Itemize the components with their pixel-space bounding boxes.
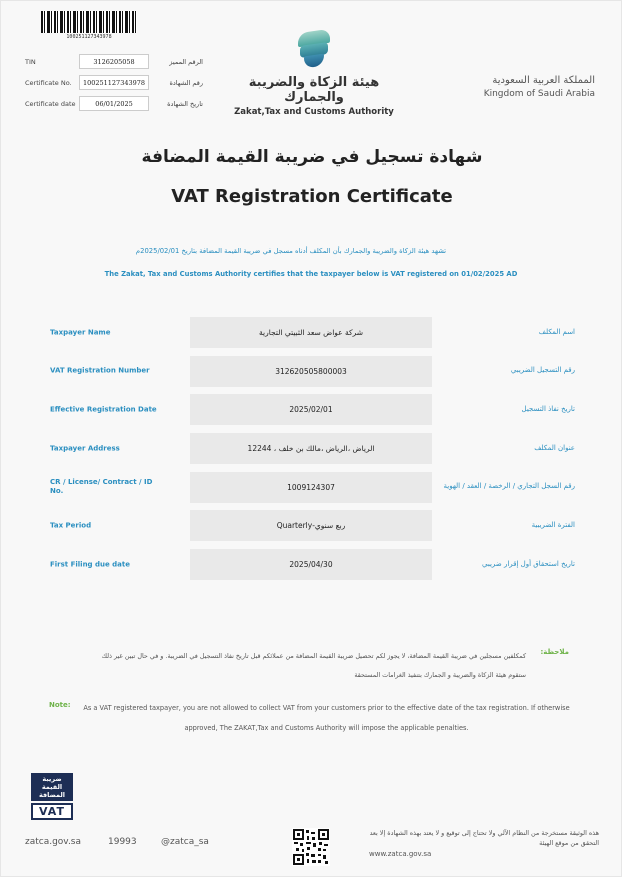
- authority-name-ar: هيئة الزكاة والضريبة والجمارك: [248, 75, 380, 105]
- meta-label-en: Certificate No.: [25, 78, 72, 87]
- field-taxpayer-name: [47, 317, 577, 348]
- certify-statement-ar: تشهد هيئة الزكاة والضريبة والجمارك بأن المكلف أدناه مسجل في ضريبة القيمة المضافة بتاريخ 2025/02/01م: [135, 247, 447, 255]
- field-label-ar: عنوان المكلف: [534, 443, 575, 452]
- page-title-ar: شهادة تسجيل في ضريبة القيمة المضافة: [141, 147, 483, 167]
- field-label-en: Effective Registration Date: [50, 405, 157, 414]
- qr-code-icon: [292, 828, 330, 866]
- authority-logo: [229, 27, 399, 117]
- field-taxpayer-address: [47, 433, 577, 464]
- vat-logo-line: القيمة: [41, 783, 63, 792]
- vat-logo-en: VAT: [31, 803, 73, 820]
- kingdom-name-ar: المملكة العربية السعودية: [492, 75, 595, 86]
- field-value: 2025/02/01: [190, 394, 432, 425]
- field-label-en: VAT Registration Number: [50, 366, 150, 375]
- footer-social-handle[interactable]: @zatca_sa: [161, 837, 209, 847]
- taxpayer-fields: [47, 317, 577, 588]
- note-text-ar: كمكلفين مسجلين في ضريبة القيمة المضافة، لا يجوز لكم تحصيل ضريبة القيمة المضافة من عملائكم قبل تاريخ نفاذ التسجيل في الضريبة. و في حال تبين غير ذلك ستقوم هيئة الزكاة والضريبة و الجمارك بتنفيذ الغرامات المستحقة: [101, 652, 526, 679]
- vat-logo-line: المضافة: [38, 791, 66, 800]
- field-label-en: CR / License/ Contract / ID No.: [50, 478, 153, 496]
- footer-disclaimer: [369, 829, 599, 860]
- footer-phone: 19993: [108, 837, 137, 847]
- field-label-ar: رقم السجل التجاري / الرخصة / العقد / الهوية: [443, 482, 575, 491]
- field-value: ربع سنوي-Quarterly: [190, 510, 432, 541]
- note-label-ar: ملاحظة:: [540, 648, 569, 656]
- meta-label-ar: تاريخ الشهادة: [167, 99, 203, 108]
- meta-label-ar: رقم الشهادة: [169, 78, 203, 87]
- field-label-en: First Filing due date: [50, 560, 131, 569]
- field-value: 2025/04/30: [190, 549, 432, 580]
- field-label-en: Taxpayer Name: [50, 327, 111, 336]
- field-first-filing-due-date: [47, 549, 577, 580]
- barcode-number: 100251127343978: [66, 34, 112, 40]
- barcode: [41, 11, 137, 41]
- meta-row-certificate-no: [25, 74, 203, 91]
- field-value: 1009124307: [190, 472, 432, 503]
- page-title-en: VAT Registration Certificate: [171, 186, 453, 207]
- field-label-ar: اسم المكلف: [538, 327, 575, 336]
- field-value: شركة عواض سعد الثبيتي التجارية: [190, 317, 432, 348]
- field-label-en: Taxpayer Address: [50, 444, 120, 453]
- field-vat-registration-number: [47, 356, 577, 387]
- meta-value: 06/01/2025: [79, 96, 149, 111]
- meta-value: 3126205058: [79, 54, 149, 69]
- note-label-en: Note:: [49, 701, 71, 709]
- meta-label-en: Certificate date: [25, 99, 76, 108]
- field-tax-period: [47, 510, 577, 541]
- vat-logo-icon: [31, 773, 73, 820]
- footer-disclaimer-text: هذه الوثيقة مستخرجة من النظام الآلي ولا تحتاج إلى توقيع و لا يعتد بهذه الشهادة إلا بعد التحقق من موقع الهيئة: [369, 829, 599, 847]
- meta-row-certificate-date: [25, 95, 203, 112]
- vat-logo-line: ضريبة: [42, 775, 62, 783]
- field-label-ar: تاريخ استحقاق أول إقرار ضريبي: [482, 559, 575, 568]
- field-value: الرياض ،الرياض ،مالك بن خلف ، 12244: [190, 433, 432, 464]
- field-label-ar: الفترة الضريبية: [531, 521, 575, 530]
- field-cr-license-id: [47, 472, 577, 503]
- field-value: 312620505800003: [190, 356, 432, 387]
- footer-website[interactable]: zatca.gov.sa: [25, 837, 82, 847]
- authority-name-en: Zakat,Tax and Customs Authority: [234, 107, 394, 117]
- field-label-ar: تاريخ نفاذ التسجيل: [521, 404, 575, 413]
- barcode-icon: [41, 11, 137, 33]
- certify-statement-en: The Zakat, Tax and Customs Authority certifies that the taxpayer below is VAT registered on 01/02/2025 AD: [104, 270, 518, 278]
- field-label-ar: رقم التسجيل الضريبي: [510, 366, 575, 375]
- meta-label-en: TIN: [25, 57, 36, 66]
- zatca-logo-mark-icon: [294, 27, 334, 71]
- vat-logo-ar: [31, 773, 73, 801]
- certificate-meta: [25, 53, 203, 116]
- note-text-en: As a VAT registered taxpayer, you are not allowed to collect VAT from your customers prior to the effective date of the tax registration. If otherwise approved, The ZAKAT,Tax and Customs Authority will impose the applicable penalties.: [83, 704, 570, 732]
- field-effective-registration-date: [47, 394, 577, 425]
- footer-url[interactable]: www.zatca.gov.sa: [369, 850, 432, 859]
- field-label-en: Tax Period: [50, 521, 92, 530]
- kingdom-name: [484, 75, 595, 99]
- meta-row-tin: [25, 53, 203, 70]
- kingdom-name-en: Kingdom of Saudi Arabia: [483, 89, 595, 99]
- meta-value: 100251127343978: [79, 75, 149, 90]
- meta-label-ar: الرقم المميز: [169, 57, 203, 66]
